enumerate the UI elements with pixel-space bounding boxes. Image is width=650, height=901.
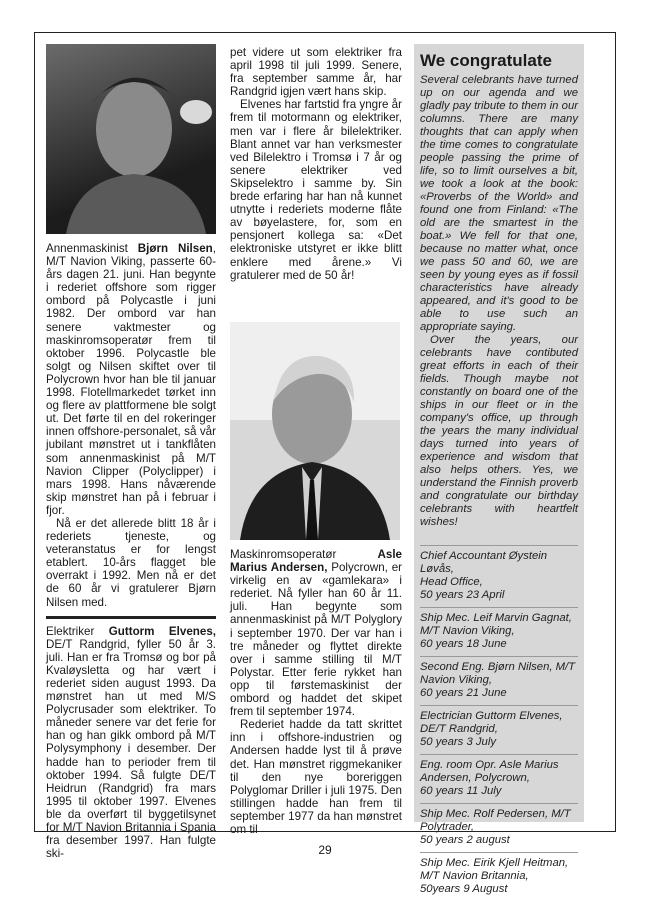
celebrant-item: Ship Mec. Rolf Pedersen, M/T Polytrader, 50 years 2 august: [420, 803, 578, 852]
article-bjorn-nilsen-p2: Nå er det allerede blitt 18 år i rederiets tjeneste, og veteranstatus er for lengst etablert. 10-års flagget ble overrakt i 1992. Men nå er det de 60 år vi gratulerer Bjørn Nilsen med.: [46, 516, 216, 609]
left-column: [46, 242, 216, 860]
celebrant-item: Eng. room Opr. Asle Marius Andersen, Polycrown, 60 years 11 July: [420, 754, 578, 803]
middle-column-top: [230, 46, 402, 282]
sidebar-title: We congratulate: [420, 51, 552, 70]
article-andersen-p1: Maskinromsoperatør Asle Marius Andersen, Polycrown, er virkelig en av «gamlekara» i rederiet. Nå fyller han 60 år 11. juli. Han begynte som annenmaskinist på M/T Polyglory i september 1970. Der var han i tre måneder og flyttet direkte over i samme stilling til M/T Polystar. Etter ferie rykket han opp til førstemaskinist der ombord og haddet det skipet frem til september 1974.: [230, 548, 402, 719]
sidebar-intro: [414, 74, 584, 529]
article-andersen-p2: Rederiet hadde da tatt skrittet inn i offshore-industrien og Andersen hadde lyst til å prøve det. Han mønstret riggmekaniker til den nye boreriggen Polyglomar Driller i juli 1975. Den stillingen hadde han frem til september 1977 da han mønstret om til: [230, 718, 402, 836]
sidebar-intro-p1: Several celebrants have turned up on our agenda and we gladly pay tribute to them in our columns. There are many thoughts that can apply when the time comes to congratulate people passing the prime of life, so to limit ourselves a bit, we took a look at the book: «Proverbs of the World» and found one from Finland: «The old are the smartest in the boat.» We fell for that one, because no matter what, once we pass 50 and 60, we are seen by young eyes as if fossil characteristics have already appeared, and it's good to be able to use such an appropriate saying.: [420, 74, 578, 333]
article-elvenes-continued-p1: pet videre ut som elektriker fra april 1998 til juli 1999. Senere, fra september samme år, har Randgrid igjen vært hans skip.: [230, 46, 402, 99]
celebrant-item: Ship Mec. Eirik Kjell Heitman, M/T Navion Britannia, 50years 9 August: [420, 852, 578, 901]
celebrant-item: Electrician Guttorm Elvenes, DE/T Randgrid, 50 years 3 July: [420, 705, 578, 754]
article-guttorm-elvenes-p1: Elektriker Guttorm Elvenes, DE/T Randgrid, fyller 50 år 3. juli. Han er fra Tromsø og bor på Kvaløysletta og har vært i rederiet siden august 1993. Da mønstret han ut med M/S Polycrusader som elektriker. To måneder senere var det ferie for han og han gikk ombord på M/T Polysymphony i desember. Der hadde han to perioder frem til oktober 1994. Så fulgte DE/T Heidrun (Randgrid) fra mars 1995 til oktober 1997. Elvenes ble da overført til byggetilsynet for M/T Navion Britannia i Spania fra desember 1997. Han fulgte ski-: [46, 624, 216, 861]
middle-column-bottom: [230, 548, 402, 836]
name-asle-marius-andersen: Asle Marius Andersen,: [230, 548, 402, 575]
celebrant-item: Ship Mec. Leif Marvin Gagnat, M/T Navion Viking, 60 years 18 June: [420, 607, 578, 656]
congratulate-sidebar: [414, 44, 584, 895]
celebrant-item: Chief Accountant Øystein Løvås, Head Office, 50 years 23 April: [420, 545, 578, 607]
article-bjorn-nilsen-p1: Annenmaskinist Bjørn Nilsen, M/T Navion Viking, passerte 60-års dagen 21. juni. Han begynte i rederiet offshore som rigger ombord på Polycastle i juni 1982. Der ombord var han senere vaktmester og maskinromsoperatør frem til oktober 1996. Polycastle ble solgt og Nilsen skiftet over til Polycrown hvor han ble til januar 1998. Flotellmarkedet tørket inn og flere av plattformene ble solgt ut. Det førte til en del rokeringer innen offshore-personalet, så vår jubilant mønstret ut i tankflåten som annenmaskinist på M/T Navion Clipper (Polyclipper) i mars 1998. Hans nåværende skip mønstret han på i februar i fjor.: [46, 242, 216, 517]
article-separator: [46, 616, 216, 619]
page-number: 29: [318, 843, 332, 857]
sidebar-intro-p2: Over the years, our celebrants have contibuted great efforts in each of their fields. Though maybe not constantly on board one of the ships in our fleet or in the company's office, up through the years the many individual days turned into years of experience and wisdom that also helps others. Yes, we understand the Finnish proverb and congratulate our birthday celebrants with heartfelt wishes!: [420, 334, 578, 528]
celebrant-item: Second Eng. Bjørn Nilsen, M/T Navion Viking, 60 years 21 June: [420, 656, 578, 705]
article-elvenes-continued-p2: Elvenes har fartstid fra yngre år frem til motormann og elektriker, men var i flere år bilelektriker. Blant annet var han verksmester ved Bilelektro i Tromsø i 7 år og senere elektriker ved Skipselektro i samme by. Sin brede erfaring har han nå kunnet utnytte i rederiets moderne flåte av bøyelastere, for, som en pensjonert kollega sa: «Det elektroniske utstyret er ikke blitt enklere med årene.» Vi gratulerer med de 50 år!: [230, 98, 402, 282]
photo-bjorn-nilsen: [46, 44, 216, 234]
photo-asle-marius-andersen: [230, 322, 400, 540]
name-guttorm-elvenes: Guttorm Elvenes,: [108, 624, 216, 638]
name-bjorn-nilsen: Bjørn Nilsen: [137, 242, 213, 255]
celebrant-list: [414, 545, 584, 901]
